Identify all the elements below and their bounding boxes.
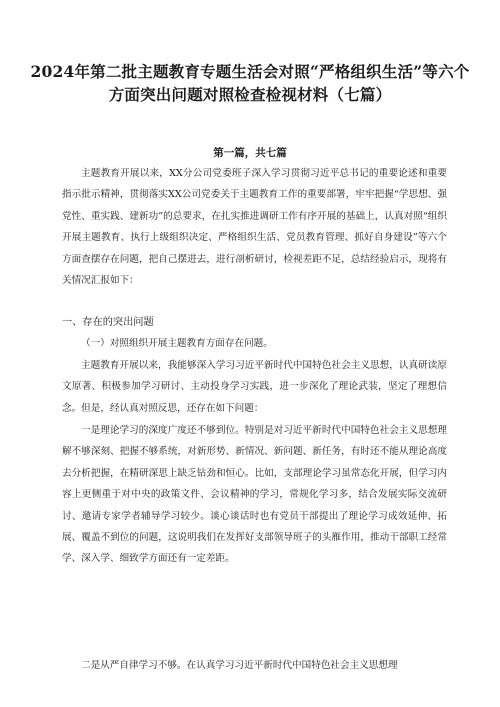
body-paragraph: 主题教育开展以来，我能够深入学习习近平新时代中国特色社会主义思想，认真研读原文原著、积极参加学习研讨、主动投身学习实践，进一步深化了理论武装，坚定了理想信念。但是，经认真对照反思，还存在如下问题： (62, 360, 447, 414)
document-title: 2024年第二批主题教育专题生活会对照“严格组织生活”等六个方面突出问题对照检查检视材料（七篇） (30, 62, 470, 104)
body-paragraph: 一是理论学习的深度广度还不够到位。特别是对习近平新时代中国特色社会主义思想理解不够深刻、把握不够系统，对新形势、新情况、新问题、新任务，有时还不能从理论高度去分析把握，在精研深思上缺乏钻劲和恒心。比如，支部理论学习虽常态化开展，但学习内容上更侧重于对中央的政策文件、会议精神的学习，常规化学习多，结合发展实际交流研讨、邀请专家学者辅导学习较少。谈心谈话时也有党员干部提出了理论学习成效延伸、拓展、覆盖不到位的问题，这说明我们在发挥好支部领导班子的头雁作用，推动干部职工经常学、深入学、细致学方面还有一定差距。 (62, 425, 447, 565)
chapter-label: 第一篇，共七篇 (213, 147, 287, 159)
body-paragraph: 二是从严自律学习不够。在认真学习习近平新时代中国特色社会主义思想理 (81, 660, 398, 671)
subsection-heading: （一）对照组织开展主题教育方面存在问题。 (81, 338, 273, 349)
intro-paragraph: 主题教育开展以来，XX分公司党委班子深入学习贯彻习近平总书记的重要论述和重要指示批示精神，贯彻落实XX公司党委关于主题教育工作的重要部署，牢牢把握“学思想、强党性、重实践、建新功”的总要求，在扎实推进调研工作有序开展的基础上，认真对照“组织开展主题教育、执行上级组织决定、严格组织生活、党员教育管理、抓好自身建设”等六个方面查摆存在问题，把自己摆进去，进行剖析研讨，检视差距不足，总结经验启示，现将有关情况汇报如下： (62, 168, 447, 287)
section-heading: 一、存在的突出问题 (62, 317, 154, 328)
